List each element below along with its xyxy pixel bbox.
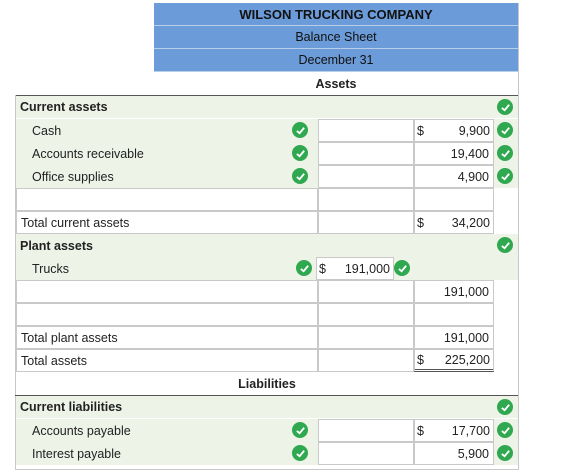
- accounts-payable-label: Accounts payable: [32, 423, 131, 438]
- total-assets-label[interactable]: Total assets: [16, 349, 318, 372]
- check-icon: [292, 422, 308, 438]
- trucks-net-mid-input[interactable]: [318, 280, 414, 303]
- accounts-receivable-amount-input[interactable]: [414, 142, 494, 165]
- liabilities-label: Liabilities: [238, 376, 296, 391]
- current-liabilities-heading: [16, 396, 518, 418]
- check-icon: [296, 260, 312, 276]
- company-header: [154, 3, 518, 26]
- company-name: WILSON TRUCKING COMPANY: [239, 6, 433, 22]
- blank-mid-input[interactable]: [318, 303, 414, 326]
- statement-name: Balance Sheet: [295, 30, 377, 44]
- check-icon: [292, 145, 308, 161]
- blank-label-input[interactable]: [16, 188, 318, 211]
- total-plant-assets-amount-input[interactable]: [414, 326, 494, 349]
- statement-header: [154, 26, 518, 49]
- currency-symbol: $: [319, 261, 326, 276]
- current-assets-heading: [16, 96, 518, 118]
- check-icon: [497, 168, 513, 184]
- accounts-payable-mid-input[interactable]: [318, 419, 414, 442]
- check-icon: [497, 145, 513, 161]
- currency-symbol: $: [417, 352, 424, 367]
- trucks-amount: 191,000: [344, 261, 390, 276]
- check-icon: [292, 168, 308, 184]
- check-icon: [497, 99, 513, 115]
- trucks-net-amount-input[interactable]: [414, 280, 494, 303]
- blank-amount-input[interactable]: [414, 188, 494, 211]
- office-supplies-mid-input[interactable]: [318, 165, 414, 188]
- check-icon: [292, 445, 308, 461]
- interest-payable-label: Interest payable: [32, 446, 121, 461]
- blank-amount-input[interactable]: [414, 303, 494, 326]
- check-icon: [497, 122, 513, 138]
- check-icon: [292, 122, 308, 138]
- total-plant-assets-mid-input[interactable]: [318, 326, 414, 349]
- cash-mid-input[interactable]: [318, 119, 414, 142]
- currency-symbol: $: [417, 123, 424, 138]
- total-current-assets-amount-input[interactable]: [414, 211, 494, 234]
- accounts-payable-amount: 17,700: [451, 423, 490, 438]
- currency-symbol: $: [417, 423, 424, 438]
- trucks-net-amount: 191,000: [443, 284, 489, 299]
- interest-payable-amount-input[interactable]: [414, 442, 494, 465]
- total-plant-assets-label[interactable]: Total plant assets: [16, 326, 318, 349]
- total-assets-mid-input[interactable]: [318, 349, 414, 372]
- plant-assets-heading: [16, 234, 518, 257]
- cash-amount-input[interactable]: [414, 119, 494, 142]
- blank-mid-input[interactable]: [318, 188, 414, 211]
- trucks-amount-input[interactable]: [316, 257, 394, 280]
- statement-date: December 31: [298, 53, 374, 67]
- trucks-label: Trucks: [32, 261, 70, 276]
- total-current-assets-mid-input[interactable]: [318, 211, 414, 234]
- accounts-payable-amount-input[interactable]: [414, 419, 494, 442]
- cash-amount: 9,900: [458, 123, 490, 138]
- current-assets-label: Current assets: [20, 100, 108, 114]
- accounts-receivable-mid-input[interactable]: [318, 142, 414, 165]
- total-plant-assets-amount: 191,000: [443, 330, 489, 345]
- blank-label-input[interactable]: [16, 303, 318, 326]
- check-icon: [497, 445, 513, 461]
- total-assets-amount: 225,200: [444, 352, 490, 367]
- total-current-assets-amount: 34,200: [451, 215, 490, 230]
- accounts-receivable-amount: 19,400: [450, 146, 489, 161]
- plant-assets-label: Plant assets: [20, 238, 93, 253]
- check-icon: [394, 260, 410, 276]
- check-icon: [497, 399, 513, 415]
- assets-label: Assets: [315, 76, 357, 91]
- total-current-assets-label[interactable]: Total current assets: [16, 211, 318, 234]
- interest-payable-amount: 5,900: [457, 446, 489, 461]
- office-supplies-label: Office supplies: [32, 169, 114, 184]
- office-supplies-amount: 4,900: [457, 169, 489, 184]
- current-liabilities-label: Current liabilities: [20, 400, 123, 414]
- assets-section-title: [154, 72, 518, 95]
- trucks-net-label-input[interactable]: [16, 280, 318, 303]
- check-icon: [497, 422, 513, 438]
- accounts-receivable-label: Accounts receivable: [32, 146, 144, 161]
- total-assets-amount-input[interactable]: [414, 349, 494, 372]
- date-header: [154, 49, 518, 72]
- interest-payable-mid-input[interactable]: [318, 442, 414, 465]
- currency-symbol: $: [417, 215, 424, 230]
- check-icon: [497, 237, 513, 253]
- office-supplies-amount-input[interactable]: [414, 165, 494, 188]
- cash-label: Cash: [32, 123, 62, 138]
- liabilities-section-title: [16, 372, 518, 395]
